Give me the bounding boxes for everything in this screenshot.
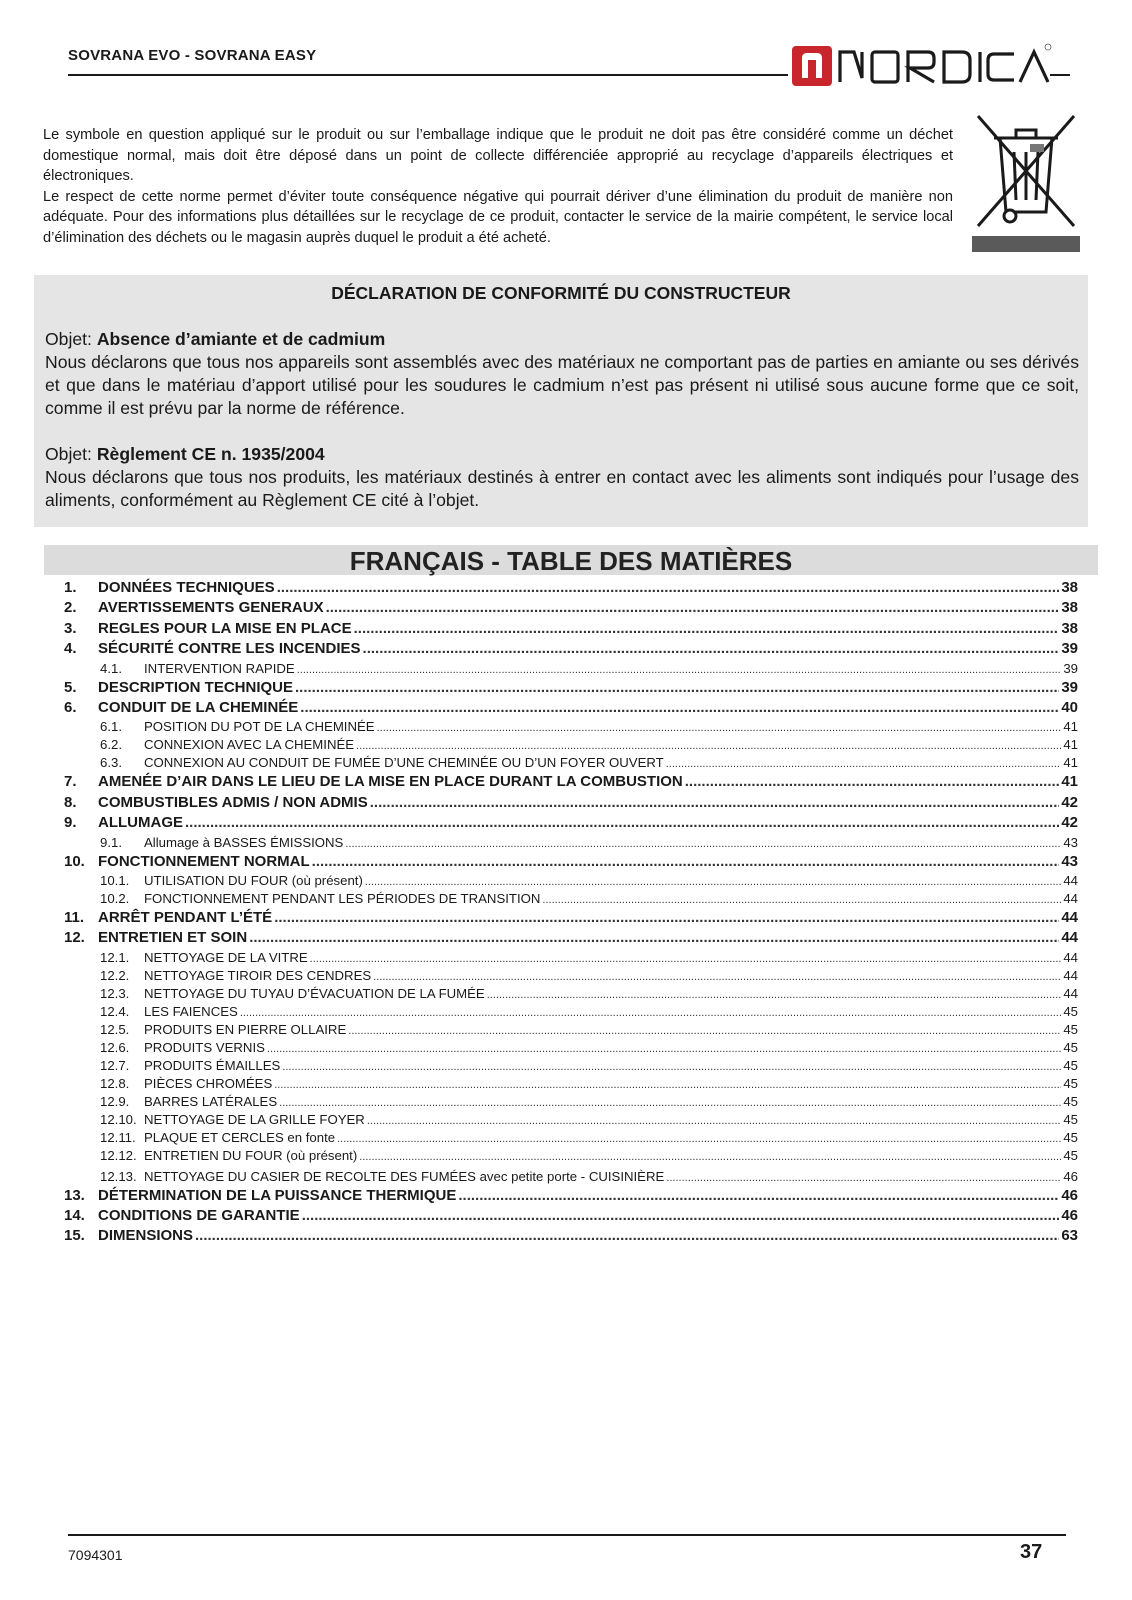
toc-entry[interactable]	[64, 619, 1078, 639]
toc-entry-page: 44	[1063, 890, 1078, 906]
toc-entry[interactable]	[64, 813, 1078, 833]
toc-dot-leader	[326, 598, 1060, 618]
toc-entry-label: FONCTIONNEMENT NORMAL	[98, 852, 310, 870]
toc-entry-label: PRODUITS EN PIERRE OLLAIRE	[144, 1021, 347, 1037]
toc-entry-number: 12.10.	[100, 1111, 137, 1127]
toc-entry-label: ARRÊT PENDANT L’ÉTÉ	[98, 908, 273, 926]
toc-entry-label: ENTRETIEN ET SOIN	[98, 929, 248, 947]
toc-dot-leader	[274, 908, 1059, 928]
toc-heading: FRANÇAIS - TABLE DES MATIÈRES	[44, 545, 1098, 575]
toc-entry-number: 12.11.	[100, 1129, 136, 1145]
toc-entry-page: 46	[1061, 1186, 1078, 1204]
toc-entry-page: 44	[1063, 967, 1078, 983]
toc-entry-page: 38	[1061, 599, 1078, 617]
toc-dot-leader	[367, 1111, 1061, 1129]
toc-subentry[interactable]	[64, 985, 1078, 1003]
toc-entry-number: 13.	[64, 1186, 85, 1204]
toc-entry-number: 12.2.	[100, 967, 130, 983]
toc-entry-label: DIMENSIONS	[98, 1227, 194, 1245]
toc-dot-leader	[249, 928, 1059, 948]
toc-subentry[interactable]	[64, 872, 1078, 890]
toc-subentry[interactable]	[64, 718, 1078, 736]
header-rule-tail	[1050, 74, 1070, 76]
toc-entry-number: 12.7.	[100, 1057, 130, 1073]
toc-dot-leader	[267, 1039, 1061, 1057]
toc-entry-number: 12.12.	[100, 1147, 137, 1163]
toc-entry-page: 43	[1063, 834, 1078, 850]
toc-entry[interactable]	[64, 598, 1078, 618]
toc-entry-number: 9.	[64, 814, 77, 832]
toc-dot-leader	[310, 949, 1062, 967]
toc-dot-leader	[277, 578, 1060, 598]
toc-entry-page: 44	[1063, 985, 1078, 1001]
toc-entry-number: 4.	[64, 640, 77, 658]
toc-entry-page: 44	[1061, 929, 1078, 947]
toc-entry-page: 46	[1061, 1207, 1078, 1225]
toc-subentry[interactable]	[64, 1147, 1078, 1165]
toc-subentry[interactable]	[64, 890, 1078, 908]
declaration-object-1	[45, 328, 1079, 351]
toc-entry-label: DONNÉES TECHNIQUES	[98, 579, 275, 596]
toc-entry-page: 41	[1063, 719, 1078, 735]
toc-entry-number: 6.1.	[100, 719, 122, 735]
toc-dot-leader	[354, 619, 1060, 639]
toc-entry-number: 1.	[64, 579, 77, 596]
toc-entry[interactable]	[64, 908, 1078, 928]
toc-dot-leader	[685, 772, 1060, 792]
toc-entry-number: 15.	[64, 1227, 85, 1245]
toc-entry[interactable]	[64, 639, 1078, 659]
toc-entry-label: NETTOYAGE DE LA VITRE	[144, 949, 308, 965]
toc-subentry[interactable]	[64, 1093, 1078, 1111]
toc-entry-label: BARRES LATÉRALES	[144, 1093, 278, 1109]
toc-dot-leader	[195, 1226, 1059, 1246]
toc-entry-page: 38	[1061, 579, 1078, 596]
toc-entry-number: 12.6.	[100, 1039, 130, 1055]
toc-entry-page: 63	[1061, 1227, 1078, 1245]
toc-subentry[interactable]	[64, 1165, 1078, 1186]
object-1-text: Nous déclarons que tous nos appareils sont assemblés avec des matériaux ne comportant pas de parties en amiante ou ses dérivés et que dans le matériau d’apport utilisé pour les soudures le cadmium n’est pas présent ni utilisé sous aucune forme que ce soit, comme il est prévu par la norme de référence.	[45, 352, 1079, 418]
toc-entry[interactable]	[64, 1226, 1078, 1246]
toc-dot-leader	[300, 698, 1059, 718]
toc-dot-leader	[377, 718, 1062, 736]
toc-entry-number: 11.	[64, 908, 85, 926]
toc-entry-label: AVERTISSEMENTS GENERAUX	[98, 599, 324, 617]
toc-entry-number: 10.1.	[100, 872, 130, 888]
document-code: 7094301	[68, 1547, 123, 1563]
header-rule	[68, 74, 788, 76]
toc-entry-page: 45	[1063, 1111, 1078, 1127]
toc-dot-leader	[359, 1147, 1061, 1165]
toc-entry-page: 43	[1061, 852, 1078, 870]
toc-entry-page: 46	[1063, 1168, 1078, 1184]
toc-entry-label: Allumage à BASSES ÉMISSIONS	[144, 834, 344, 850]
toc-dot-leader	[279, 1093, 1061, 1111]
object-1-title: Absence d’amiante et de cadmium	[96, 329, 386, 349]
toc-entry-page: 45	[1063, 1075, 1078, 1091]
toc-entry-number: 10.	[64, 852, 85, 870]
toc-entry-page: 45	[1063, 1003, 1078, 1019]
toc-dot-leader	[373, 967, 1061, 985]
footer-rule	[68, 1534, 1066, 1536]
toc-dot-leader	[297, 660, 1062, 678]
toc-dot-leader	[274, 1075, 1061, 1093]
toc-entry-label: PRODUITS VERNIS	[144, 1039, 265, 1055]
toc-entry-number: 12.9.	[100, 1093, 130, 1109]
toc-entry-label: NETTOYAGE DU CASIER DE RECOLTE DES FUMÉES avec petite porte - CUISINIÈRE	[144, 1168, 665, 1184]
toc-entry-label: ALLUMAGE	[98, 814, 183, 832]
weee-paragraph-2: Le respect de cette norme permet d’éviter toute conséquence négative qui pourrait dériver d’une élimination du produit de manière non adéquate. Pour des informations plus détaillées sur le recyclage de ce produit, contacter le service de la mairie compétent, le service local d’élimination des déchets ou le magasin auprès duquel le produit a été acheté.	[43, 188, 953, 246]
object-prefix: Objet:	[45, 444, 97, 464]
toc-dot-leader	[185, 813, 1059, 833]
document-header-title: SOVRANA EVO - SOVRANA EASY	[68, 47, 317, 64]
toc-entry-page: 45	[1063, 1057, 1078, 1073]
toc-subentry[interactable]	[64, 1003, 1078, 1021]
toc-entry-label: COMBUSTIBLES ADMIS / NON ADMIS	[98, 793, 368, 811]
toc-entry-page: 38	[1061, 619, 1078, 637]
toc-entry-label: CONNEXION AVEC LA CHEMINÉE	[144, 737, 355, 753]
toc-entry[interactable]	[64, 852, 1078, 872]
toc-entry-page: 39	[1061, 640, 1078, 658]
toc-entry-label: CONDITIONS DE GARANTIE	[98, 1207, 300, 1225]
toc-entry-page: 42	[1061, 814, 1078, 832]
toc-subentry[interactable]	[64, 967, 1078, 985]
toc-entry-number: 12.13.	[100, 1168, 137, 1184]
toc-entry-label: PIÈCES CHROMÉES	[144, 1075, 273, 1091]
toc-entry-label: PRODUITS ÉMAILLES	[144, 1057, 281, 1073]
toc-entry-label: DESCRIPTION TECHNIQUE	[98, 678, 294, 696]
table-of-contents	[64, 578, 1078, 1247]
toc-entry[interactable]	[64, 1186, 1078, 1206]
toc-entry[interactable]	[64, 1206, 1078, 1226]
toc-entry-label: DÉTERMINATION DE LA PUISSANCE THERMIQUE	[98, 1186, 457, 1204]
toc-entry[interactable]	[64, 698, 1078, 718]
toc-entry-label: CONNEXION AU CONDUIT DE FUMÉE D’UNE CHEMINÉE OU D’UN FOYER OUVERT	[144, 755, 664, 771]
toc-dot-leader	[282, 1057, 1061, 1075]
toc-dot-leader	[370, 793, 1060, 813]
toc-entry-label: INTERVENTION RAPIDE	[144, 660, 295, 676]
toc-entry-label: NETTOYAGE DU TUYAU D’ÉVACUATION DE LA FUMÉE	[144, 985, 485, 1001]
toc-entry-label: REGLES POUR LA MISE EN PLACE	[98, 619, 352, 637]
toc-entry-number: 12.5.	[100, 1021, 130, 1037]
toc-entry-number: 7.	[64, 773, 77, 791]
toc-entry-label: FONCTIONNEMENT PENDANT LES PÉRIODES DE TRANSITION	[144, 890, 541, 906]
toc-subentry[interactable]	[64, 736, 1078, 754]
toc-entry-number: 10.2.	[100, 890, 130, 906]
toc-subentry[interactable]	[64, 1021, 1078, 1039]
toc-entry-label: LES FAIENCES	[144, 1003, 238, 1019]
toc-subentry[interactable]	[64, 949, 1078, 967]
object-prefix: Objet:	[45, 329, 97, 349]
toc-dot-leader	[666, 754, 1062, 772]
nordica-logo	[790, 42, 1052, 90]
toc-subentry[interactable]	[64, 660, 1078, 678]
toc-dot-leader	[542, 890, 1061, 908]
toc-entry[interactable]	[64, 928, 1078, 948]
toc-subentry[interactable]	[64, 1075, 1078, 1093]
object-2-text: Nous déclarons que tous nos produits, les matériaux destinés à entrer en contact avec les aliments sont indiqués pour l’usage des aliments, conformément au Règlement CE cité à l’objet.	[45, 467, 1079, 510]
toc-entry[interactable]	[64, 678, 1078, 698]
toc-entry-number: 12.3.	[100, 985, 130, 1001]
toc-entry-label: CONDUIT DE LA CHEMINÉE	[98, 698, 299, 716]
crossed-out-wheelie-bin-icon	[970, 108, 1082, 258]
toc-entry-label: AMENÉE D’AIR DANS LE LIEU DE LA MISE EN PLACE DURANT LA COMBUSTION	[98, 773, 683, 791]
toc-entry-number: 12.1.	[100, 949, 130, 965]
toc-entry-number: 12.4.	[100, 1003, 130, 1019]
toc-entry-page: 42	[1061, 793, 1078, 811]
toc-dot-leader	[302, 1206, 1060, 1226]
toc-subentry[interactable]	[64, 1057, 1078, 1075]
toc-entry-label: UTILISATION DU FOUR (où présent)	[144, 872, 363, 888]
toc-entry-number: 9.1.	[100, 834, 122, 850]
toc-entry-number: 5.	[64, 678, 77, 696]
toc-entry-page: 39	[1061, 678, 1078, 696]
toc-entry-label: NETTOYAGE DE LA GRILLE FOYER	[144, 1111, 365, 1127]
toc-entry-page: 40	[1061, 698, 1078, 716]
toc-entry-number: 3.	[64, 619, 77, 637]
toc-dot-leader	[240, 1003, 1062, 1021]
toc-dot-leader	[337, 1129, 1061, 1147]
toc-dot-leader	[666, 1165, 1061, 1186]
toc-entry-page: 45	[1063, 1039, 1078, 1055]
toc-entry-number: 12.8.	[100, 1075, 130, 1091]
toc-dot-leader	[356, 736, 1061, 754]
toc-entry-label: SÉCURITÉ CONTRE LES INCENDIES	[98, 640, 361, 658]
toc-entry-page: 41	[1061, 773, 1078, 791]
toc-entry-number: 14.	[64, 1207, 85, 1225]
weee-notice	[43, 125, 953, 248]
toc-dot-leader	[365, 872, 1061, 890]
toc-entry-page: 45	[1063, 1021, 1078, 1037]
toc-entry[interactable]	[64, 793, 1078, 813]
toc-dot-leader	[295, 678, 1059, 698]
toc-subentry[interactable]	[64, 1039, 1078, 1057]
declaration-body	[45, 328, 1079, 512]
toc-entry-label: NETTOYAGE TIROIR DES CENDRES	[144, 967, 372, 983]
toc-entry-page: 44	[1061, 908, 1078, 926]
toc-entry-label: ENTRETIEN DU FOUR (où présent)	[144, 1147, 358, 1163]
toc-subentry[interactable]	[64, 834, 1078, 852]
weee-paragraph-1: Le symbole en question appliqué sur le produit ou sur l’emballage indique que le produit ne doit pas être considéré comme un déchet domestique normal, mais doit être déposé dans un point de collecte différenciée approprié au recyclage d’appareils électriques et électroniques.	[43, 127, 953, 184]
toc-entry-number: 8.	[64, 793, 77, 811]
toc-entry-page: 39	[1063, 660, 1078, 676]
toc-entry-number: 6.2.	[100, 737, 122, 753]
toc-entry-number: 6.	[64, 698, 77, 716]
toc-dot-leader	[487, 985, 1062, 1003]
toc-subentry[interactable]	[64, 754, 1078, 772]
toc-dot-leader	[458, 1186, 1059, 1206]
toc-entry-page: 45	[1063, 1147, 1078, 1163]
declaration-of-conformity	[34, 275, 1088, 527]
toc-entry[interactable]	[64, 772, 1078, 792]
toc-entry-label: PLAQUE ET CERCLES en fonte	[144, 1129, 336, 1145]
toc-entry-number: 4.1.	[100, 660, 122, 676]
declaration-title: DÉCLARATION DE CONFORMITÉ DU CONSTRUCTEUR	[331, 283, 791, 303]
toc-entry[interactable]	[64, 578, 1078, 598]
page-number: 37	[1020, 1541, 1043, 1563]
toc-entry-number: 2.	[64, 599, 77, 617]
toc-subentry[interactable]	[64, 1111, 1078, 1129]
toc-entry-page: 45	[1063, 1129, 1078, 1145]
object-2-title: Règlement CE n. 1935/2004	[96, 444, 325, 464]
toc-dot-leader	[348, 1021, 1061, 1039]
toc-dot-leader	[312, 852, 1060, 872]
toc-entry-page: 41	[1063, 755, 1078, 771]
declaration-object-2	[45, 443, 1079, 466]
toc-dot-leader	[363, 639, 1060, 659]
toc-subentry[interactable]	[64, 1129, 1078, 1147]
toc-entry-page: 41	[1063, 737, 1078, 753]
toc-entry-label: POSITION DU POT DE LA CHEMINÉE	[144, 719, 375, 735]
toc-entry-page: 44	[1063, 949, 1078, 965]
toc-dot-leader	[345, 834, 1061, 852]
toc-entry-number: 12.	[64, 929, 85, 947]
toc-entry-number: 6.3.	[100, 755, 122, 771]
toc-entry-page: 44	[1063, 872, 1078, 888]
toc-entry-page: 45	[1063, 1093, 1078, 1109]
